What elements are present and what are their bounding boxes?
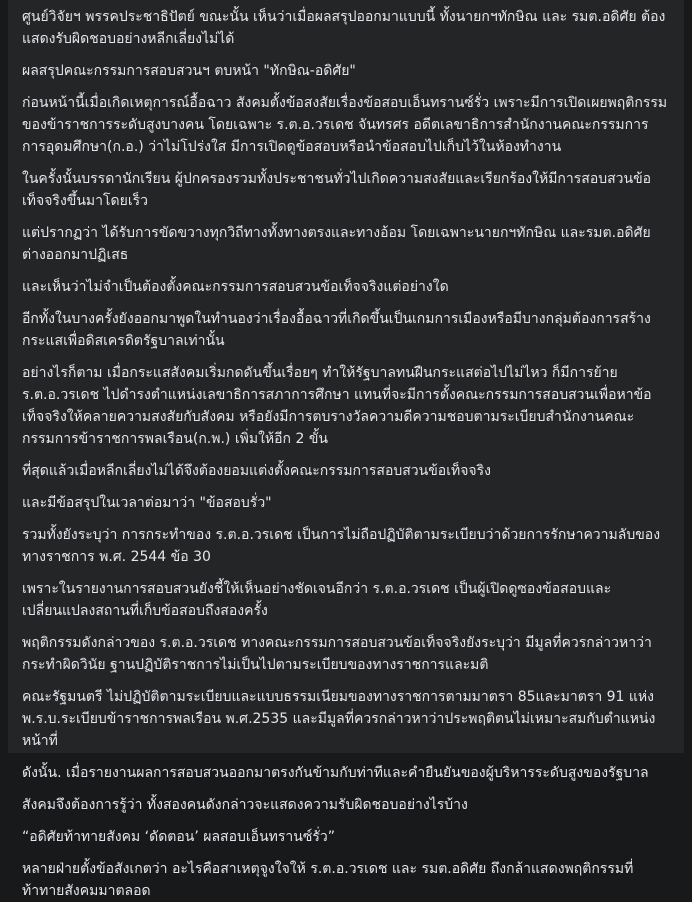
post-paragraph: คณะรัฐมนตรี ไม่ปฏิบัติตามระเบียบและแบบธรรมเนียมของทางราชการตามมาตรา 85และมาตรา 91 แห่ง พ.ร.บ.ระเบียบข้าราชการพลเรือน พ.ศ.2535 และมีมูลที่ควรกล่าวหาว่าประพฤติตนไม่เหมาะสมกับตำแหน่งหน้าที่ <box>22 689 656 749</box>
post-card <box>8 0 684 899</box>
post-paragraph: เพราะในรายงานการสอบสวนยังชี้ให้เห็นอย่างชัดเจนอีกว่า ร.ต.อ.วรเดช เป็นผู้เปิดดูซองข้อสอบและเปลี่ยนแปลงสถานที่เก็บข้อสอบถึงสองครั้ง <box>22 581 612 619</box>
post-paragraph: แต่ปรากฏว่า ได้รับการขัดขวางทุกวิถีทางทั้งทางตรงและทางอ้อม โดยเฉพาะนายกฯทักษิณ และรมต.อดิศัย ต่างออกมาปฏิเสธ <box>22 225 651 263</box>
post-body-text <box>8 6 684 902</box>
post-paragraph: ก่อนหน้านี้เมื่อเกิดเหตุการณ์อื้อฉาว สังคมตั้งข้อสงสัยเรื่องข้อสอบเอ็นทรานซ์รั่ว เพราะมีการเปิดเผยพฤติกรรมของข้าราชการระดับสูงบางคน โดยเฉพาะ ร.ต.อ.วรเดช จันทรศร อดีตเลขาธิการสำนักงานคณะกรรมการการอุดมศึกษา(ก.อ.) ว่าไม่โปร่งใส มีการเปิดดูข้อสอบหรือนำข้อสอบไปเก็บไว้ในห้องทำงาน <box>22 95 668 155</box>
post-paragraph: ดังนั้น. เมื่อรายงานผลการสอบสวนออกมาตรงกันข้ามกับท่าทีและคำยืนยันของผู้บริหารระดับสูงของรัฐบาล <box>22 765 649 781</box>
post-paragraph: สังคมจึงต้องการรู้ว่า ทั้งสองคนดังกล่าวจะแสดงความรับผิดชอบอย่างไรบ้าง <box>22 797 468 813</box>
post-paragraph: และเห็นว่าไม่จำเป็นต้องตั้งคณะกรรมการสอบสวนข้อเท็จจริงแต่อย่างใด <box>22 279 449 295</box>
post-paragraph: และมีข้อสรุปในเวลาต่อมาว่า "ข้อสอบรั่ว" <box>22 495 272 511</box>
post-paragraph: อีกทั้งในบางครั้งยังออกมาพูดในทำนองว่าเรื่องอื้อฉาวที่เกิดขึ้นเป็นเกมการเมืองหรือมีบางกลุ่มต้องการสร้างกระแสเพื่อดิสเครดิตรัฐบาลเท่านั้น <box>22 311 651 349</box>
post-paragraph: ที่สุดแล้วเมื่อหลีกเลี่ยงไม่ได้จึงต้องยอมแต่งตั้งคณะกรรมการสอบสวนข้อเท็จจริง <box>22 463 491 479</box>
post-paragraph: “อดิศัยท้าทายสังคม ‘ดัดตอน’ ผลสอบเอ็นทรานซ์รั่ว” <box>22 829 335 845</box>
post-paragraph: รวมทั้งยังระบุว่า การกระทำของ ร.ต.อ.วรเดช เป็นการไม่ถือปฏิบัติตามระเบียบว่าด้วยการรักษาความลับของทางราชการ พ.ศ. 2544 ข้อ 30 <box>22 527 661 565</box>
post-paragraph: พฤติกรรมดังกล่าวของ ร.ต.อ.วรเดช ทางคณะกรรมการสอบสวนข้อเท็จจริงยังระบุว่า มีมูลที่ควรกล่าวหาว่ากระทำผิดวินัย ฐานปฏิบัติราชการไม่เป็นไปตามระเบียบของทางราชการและมติ <box>22 635 652 673</box>
post-paragraph: หลายฝ่ายตั้งข้อสังเกตว่า อะไรคือสาเหตุจูงใจให้ ร.ต.อ.วรเดช และ รมต.อดิศัย ถึงกล้าแสดงพฤติกรรมที่ท้าทายสังคมมาตลอด <box>22 861 634 899</box>
post-paragraph: อย่างไรก็ตาม เมื่อกระแสสังคมเริ่มกดดันขึ้นเรื่อยๆ ทำให้รัฐบาลทนฝืนกระแสต่อไปไม่ไหว ก็มีการย้าย ร.ต.อ.วรเดช ไปดำรงตำแหน่งเลขาธิการสภาการศึกษา แทนที่จะมีการตั้งคณะกรรมการสอบสวนเพื่อหาข้อเท็จจริงให้คลายความสงสัยกับสังคม หรือยังมีการตบรางวัลความดีความชอบตามระเบียบสำนักงานคณะกรรมการข้าราชการพลเรือน(ก.พ.) เพิ่มให้อีก 2 ขั้น <box>22 365 652 447</box>
post-paragraph: ในครั้งนั้นบรรดานักเรียน ผู้ปกครองรวมทั้งประชาชนทั่วไปเกิดความสงสัยและเรียกร้องให้มีการสอบสวนข้อเท็จจริงขึ้นมาโดยเร็ว <box>22 171 652 209</box>
post-paragraph: ศูนย์วิจัยฯ พรรคประชาธิปัตย์ ขณะนั้น เห็นว่าเมื่อผลสรุปออกมาแบบนี้ ทั้งนายกฯทักษิณ และ รมต.อดิศัย ต้องแสดงรับผิดชอบอย่างหลีกเลี่ยงไม่ได้ <box>22 9 666 47</box>
post-paragraph: ผลสรุปคณะกรรมการสอบสวนฯ ตบหน้า "ทักษิณ-อดิศัย" <box>22 63 356 79</box>
